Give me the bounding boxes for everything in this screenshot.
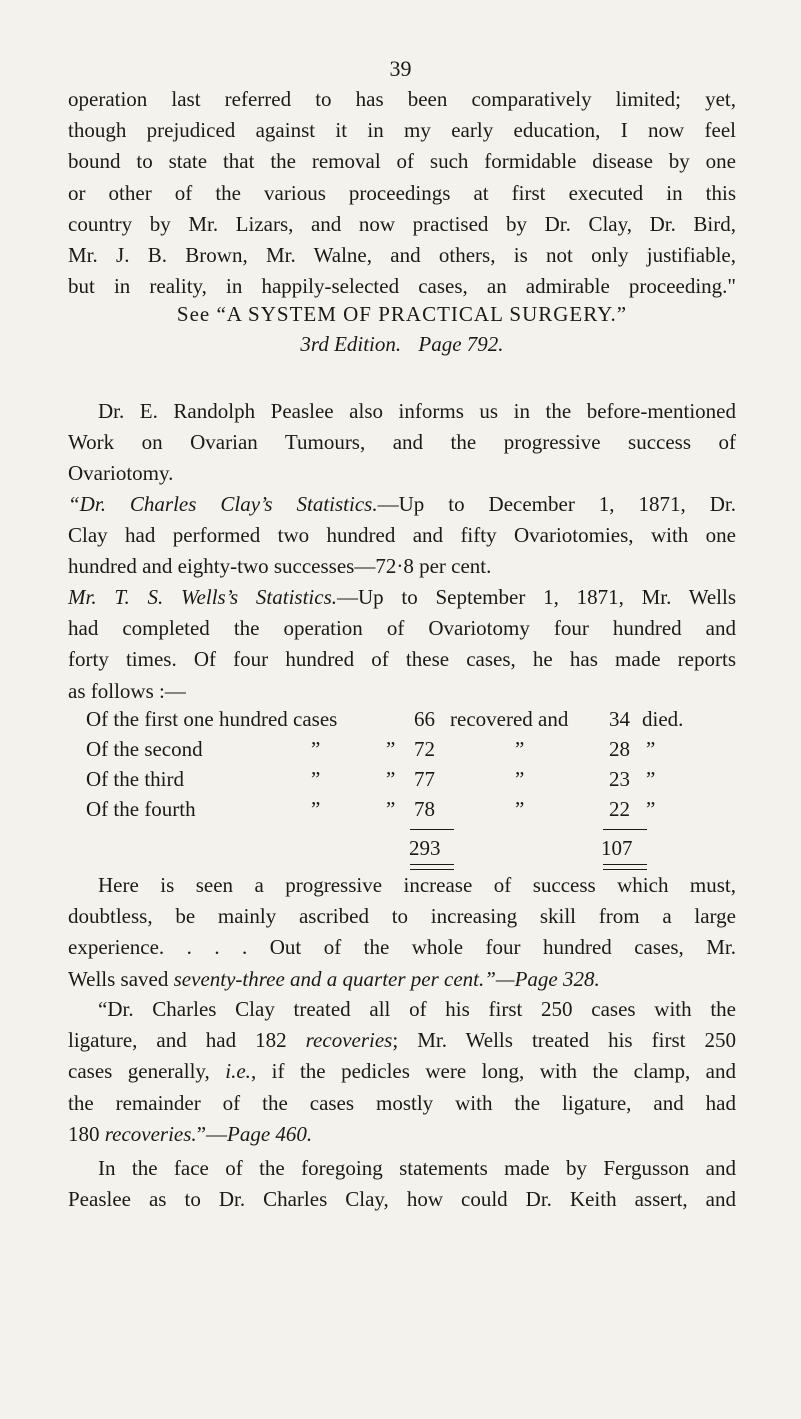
paragraph-keith-question [68,1153,736,1215]
died-value: 23 [609,767,630,791]
ditto-mark: ” [646,737,656,761]
heading-clay-statistics: “Dr. Charles Clay’s Statistics. [68,492,378,516]
text-line: Here is seen a progressive increase of success which must, [98,873,736,897]
ditto-mark: ” [311,797,321,821]
text-line: Clay had performed two hundred and fifty Ovariotomies, with one [68,523,736,548]
text-line: hundred and eighty-two successes—72·8 per cent. [68,554,492,579]
citation-page: Page 792. [418,332,504,356]
row-label: Of the second [86,737,203,761]
text-line: Peaslee as to Dr. Charles Clay, how could Dr. Keith assert, and [68,1187,736,1212]
text-run-italic: recoveries. [104,1121,197,1146]
ditto-mark: ” [515,797,525,821]
text-run-italic: recoveries [305,1028,393,1053]
text-run-italic: i.e. [225,1059,251,1084]
text-run: 180 [68,1121,105,1146]
page-number: 39 [389,56,412,81]
text-run: ”— [196,1121,228,1146]
paragraph-clay-ligature [68,994,736,1150]
row-end: died. [642,707,684,731]
text-line: experience. . . . Out of the whole four hundred cases, Mr. [68,935,736,960]
ditto-mark: ” [515,767,525,791]
ditto-mark: ” [311,767,321,791]
page-reference: Page 460. [227,1121,313,1146]
sum-rule [410,829,454,830]
ditto-mark: ” [386,737,396,761]
total-died: 107 [601,836,633,860]
text-line: Mr. J. B. Brown, Mr. Walne, and others, is not only justifiable, [68,243,736,268]
row-label: Of the third [86,767,184,791]
text-run-italic: seventy-three and a quarter per cent. [173,966,485,991]
text-line: bound to state that the removal of such formidable disease by one [68,149,736,174]
recovered-value: 66 [414,707,435,731]
text-run: ligature, and had 182 [68,1028,306,1053]
table-row [86,707,337,732]
paragraph-progressive-success [68,870,736,995]
text-line: country by Mr. Lizars, and now practised by Dr. Clay, Dr. Bird, [68,211,736,236]
text-line: operation last referred to has been comparatively limited; yet, [68,87,736,111]
text-line: “Dr. Charles Clay treated all of his first 250 cases with the [98,997,736,1021]
ditto-mark: ” [646,797,656,821]
recovered-value: 72 [414,737,435,761]
heading-wells-statistics: Mr. T. S. Wells’s Statistics. [68,585,337,609]
sum-rule [603,829,647,830]
ditto-mark: ” [386,767,396,791]
text-line [68,964,736,995]
citation-see: See “A SYSTEM OF PRACTICAL SURGERY.” [176,302,628,326]
text-line: as follows :— [68,678,186,703]
total-recovered: 293 [409,836,441,860]
citation-edition: 3rd Edition. [300,332,402,356]
text-line [68,1056,736,1087]
text-run: , if the pedicles were long, with the clamp, and [250,1059,736,1084]
ditto-mark: ” [646,767,656,791]
row-label: Of the fourth [86,797,196,821]
recovered-value: 77 [414,767,435,791]
ditto-mark: ” [311,737,321,761]
ditto-mark: ” [386,797,396,821]
recovered-value: 78 [414,797,435,821]
ditto-mark: ” [515,737,525,761]
died-value: 34 [609,707,630,731]
text-line: Work on Ovarian Tumours, and the progressive success of [68,430,736,455]
text-run: Wells saved [68,966,174,991]
text-line: though prejudiced against it in my early education, I now feel [68,118,736,143]
text-run: —Up to December 1, 1871, Dr. [377,492,737,516]
text-line: but in reality, in happily-selected cases, an admirable proceeding." [68,274,736,299]
text-line: Ovariotomy. [68,461,174,486]
row-label: Of the first one hundred cases [86,707,338,731]
text-line: the remainder of the cases mostly with the ligature, and had [68,1090,736,1115]
died-value: 28 [609,737,630,761]
text-line [68,1025,736,1056]
text-line [68,1119,736,1150]
died-value: 22 [609,797,630,821]
text-line: forty times. Of four hundred of these cases, he has made reports [68,647,736,672]
text-run: cases generally, [68,1059,226,1084]
text-line: had completed the operation of Ovariotomy four hundred and [68,616,736,641]
text-line: Dr. E. Randolph Peaslee also informs us in the before-mentioned [98,399,736,423]
text-run: ; Mr. Wells treated his first 250 [392,1028,736,1053]
row-connector: recovered and [450,707,569,731]
text-line: doubtless, be mainly ascribed to increasing skill from a large [68,904,736,929]
page-reference: ”—Page 328. [484,966,600,991]
text-run: —Up to September 1, 1871, Mr. Wells [337,585,737,609]
text-line: In the face of the foregoing statements made by Fergusson and [98,1156,736,1180]
text-line: or other of the various proceedings at first executed in this [68,180,736,205]
